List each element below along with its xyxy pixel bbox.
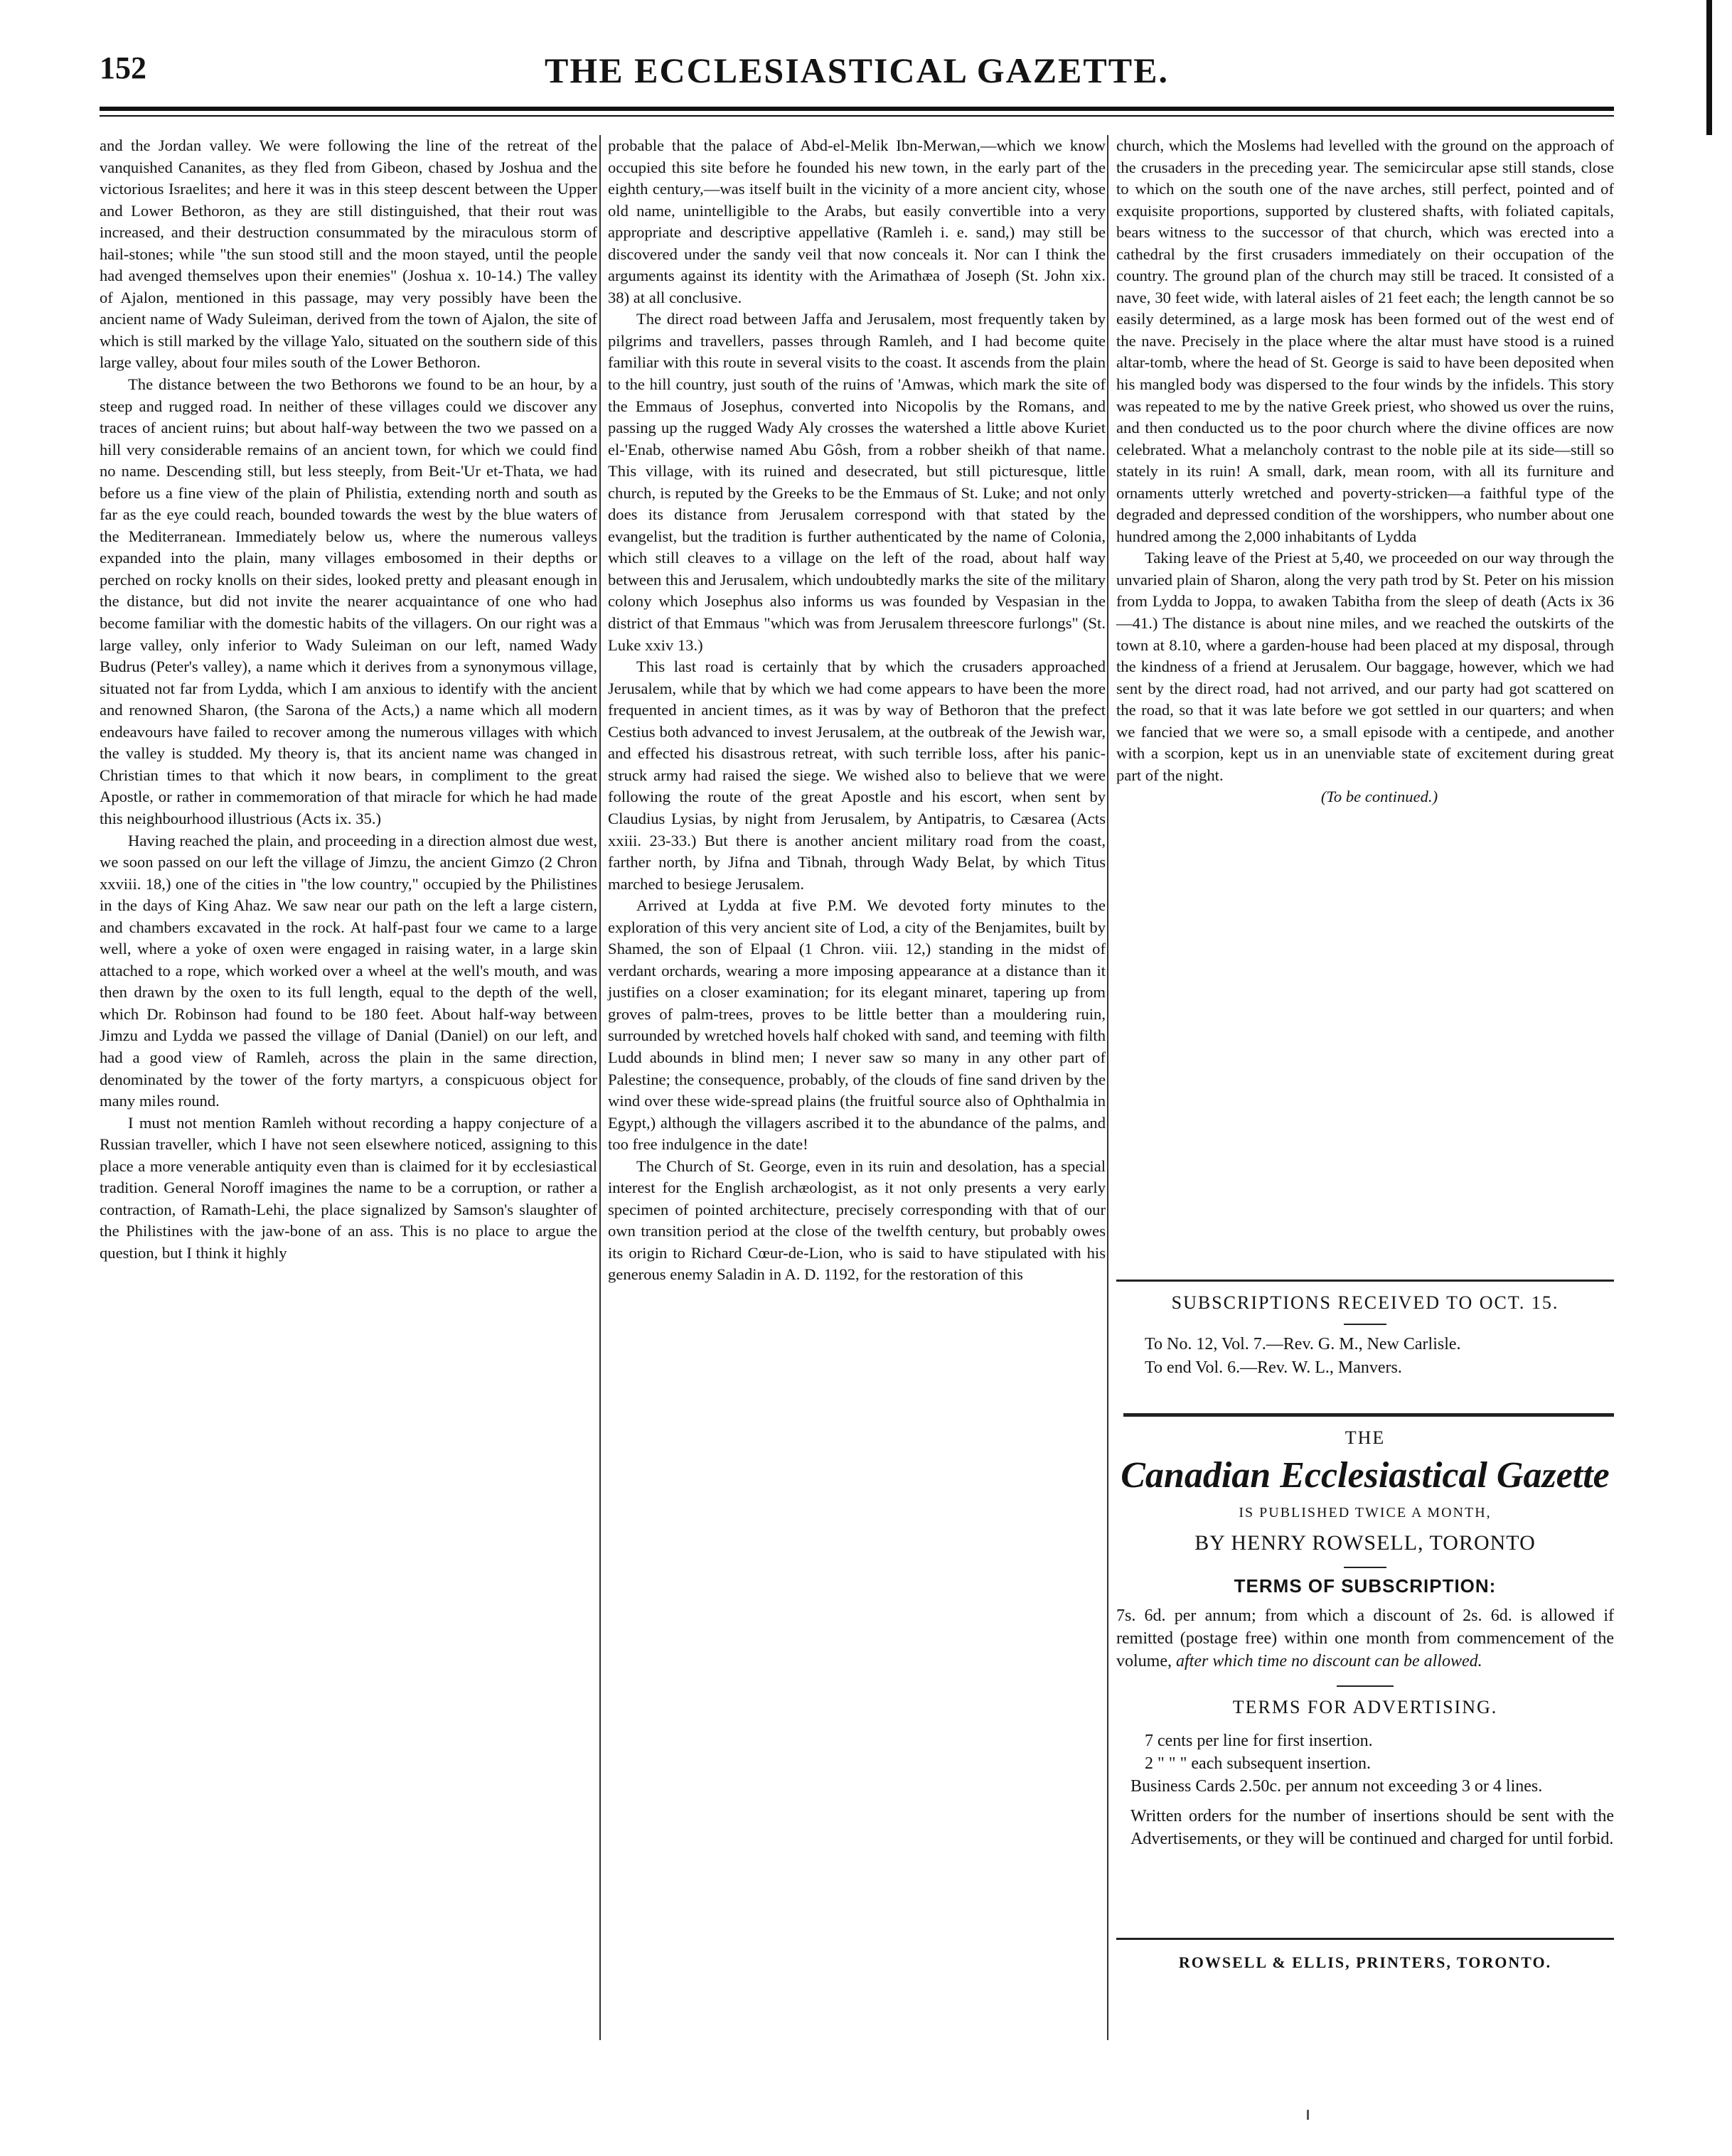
paragraph: and the Jordan valley. We were following the line of the retreat of the vanquished Cananites, as they fled from Gibeon, chased by Joshua and the victorious Israelites; and here it was in this steep descent between the Upper and Lower Bethoron, as they are still distinguished, that their rout was increased, and their destruction consummated by the miraculous storm of hail-stones; while "the sun stood still and the moon stayed, until the people had avenged themselves upon their enemies" (Joshua x. 10-14.) The valley of Ajalon, mentioned in this passage, may very possibly have been the ancient name of Wady Suleiman, derived from the town of Ajalon, the site of which is still marked by the village Yalo, situated on the southern side of this large valley, about four miles south of the Lower Bethoron.: [100, 136, 597, 372]
masthead-title: THE ECCLESIASTICAL GAZETTE.: [545, 50, 1169, 90]
paragraph: The direct road between Jaffa and Jerusalem, most frequently taken by pilgrims and travellers, passes through Ramleh, and I had become quite familiar with this route in several visits to the coast. It ascends from the plain to the hill country, just south of the ruins of 'Amwas, which mark the site of the Emmaus of Josephus, converted into Nicopolis by the Romans, and passing up the rugged Wady Aly crosses the watershed a little above Kuriet el-'Enab, otherwise named Abu Gôsh, from a robber sheikh of that name. This village, with its ruined and desecrated, but still picturesque, little church, is reputed by the Greeks to be the Emmaus of St. Luke; and not only does its distance from Jerusalem correspond with that stated by the evangelist, but the tradition is further authenticated by the name of Colonia, which still cleaves to a village on the left of the road, about half way between this and Jerusalem, which undoubtedly marks the site of the military colony which Josephus also informs us was founded by Vespasian in the district of that Emmaus "which was from Jerusalem threescore furlongs" (St. Luke xxiv 13.): [608, 310, 1106, 654]
header-rule-thick: [100, 107, 1614, 111]
advertising-line: Business Cards 2.50c. per annum not exceeding 3 or 4 lines.: [1130, 1777, 1543, 1796]
page-number: 152: [100, 50, 146, 85]
paragraph: I must not mention Ramleh without recording a happy conjecture of a Russian traveller, which I have not seen elsewhere noticed, assigning to this place a more venerable antiquity even than is claimed for it by ecclesiastical tradition. General Noroff imagines the name to be a corruption, or rather a contraction, of Ramath-Lehi, the place signalized by Samson's slaughter of the Philistines with the jaw-bone of an ass. This is no place to argue the question, but I think it highly: [100, 1113, 597, 1262]
paragraph: Taking leave of the Priest at 5,40, we proceeded on our way through the unvaried plain of Sharon, along the very path trod by St. Peter on his mission from Lydda to Joppa, to awaken Tabitha from the sleep of death (Acts ix 36—41.) The distance is about nine miles, and we reached the outskirts of the town at 8.10, where a garden-house had been placed at my disposal, through the kindness of a friend at Jerusalem. Our baggage, however, which we had sent by the direct road, had not arrived, and our party had got scattered on the road, so that it was late before we got settled in our quarters; and when we fancied that we were so, a small episode with a centipede, and another with a scorpion, kept us in an unenviable state of excitement during great part of the night.: [1116, 549, 1614, 784]
column-1: [100, 135, 597, 1264]
section-rule: [1116, 1280, 1614, 1282]
column-divider-1: [599, 135, 601, 2040]
column-2: [608, 135, 1106, 1286]
paragraph: The distance between the two Bethorons we found to be an hour, by a steep and rugged road. In neither of these villages could we discover any traces of ancient ruins; but about half-way between the two we passed on a hill very considerable remains of an ancient town, for which we could find no name. Descending still, but less steeply, from Beit-'Ur et-Thata, we had before us a fine view of the plain of Philistia, extending north and south as far as the eye could reach, bounded towards the west by the blue waters of the Mediterranean. Immediately below us, where the numerous valleys expanded into the plain, many villages embosomed in their depths or perched on rocky knolls on their sides, looked pretty and pleasant enough in the distance, but did not invite the nearer acquaintance of one who had become familiar with the domestic habits of the villagers. On our right was a large valley, only inferior to Wady Suleiman on our left, named Wady Budrus (Peter's valley), a name which it derives from a synonymous village, situated not far from Lydda, which I am anxious to identify with the ancient and renowned Sharon, (the Sarona of the Acts,) a name which all modern endeavours have failed to recover among the numerous villages with which the valley is studded. My theory is, that its ancient name was changed in Christian times to that which it now bears, in compliment to the great Apostle, or rather in commemoration of that miracle for which he had made this neighbourhood illustrious (Acts ix. 35.): [100, 375, 597, 827]
gazette-published: IS PUBLISHED TWICE A MONTH,: [1239, 1505, 1492, 1521]
gazette-info-box: [1116, 1427, 1614, 1850]
short-rule: [1337, 1685, 1394, 1687]
advertising-heading: TERMS FOR ADVERTISING.: [1232, 1697, 1498, 1717]
gazette-the: THE: [1345, 1427, 1386, 1448]
paragraph: Arrived at Lydda at five P.M. We devoted forty minutes to the exploration of this very ancient site of Lod, a city of the Benjamites, built by Shamed, the son of Elpaal (1 Chron. viii. 12,) standing in the midst of verdant orchards, wearing a more imposing appearance at a distance than it justifies on a closer examination; for its elegant minaret, tapering up from groves of palm-trees, proves to be little better than a mouldering ruin, surrounded by wretched hovels half choked with sand, and teeming with filth Ludd abounds in blind men; I never saw so many in any other part of Palestine; the consequence, probably, of the clouds of fine sand driven by the wind over these wide-spread plains (the fruitful source also of Ophthalmia in Egypt,) although the villagers ascribed it to the abundance of the palms, and too free indulgence in the date!: [608, 896, 1106, 1154]
gazette-title: Canadian Ecclesiastical Gazette: [1121, 1455, 1610, 1496]
header-rule-thin: [100, 115, 1614, 117]
column-3: [1116, 135, 1614, 808]
subscriptions-box: [1116, 1292, 1614, 1378]
column-divider-2: [1107, 135, 1108, 2040]
page-edge-mark: [1706, 0, 1712, 135]
section-rule-heavy: [1123, 1413, 1614, 1417]
paragraph: Having reached the plain, and proceeding in a direction almost due west, we soon passed on our left the village of Jimzu, the ancient Gimzo (2 Chron xxviii. 18,) one of the cities in "the low country," occupied by the Philistines in the days of King Ahaz. We saw near our path on the left a large cistern, and chambers excavated in the rock. At half-past four we came to a large well, where a yoke of oxen were engaged in raising water, in a large skin attached to a rope, which worked over a wheel at the well's mouth, and was then drawn by the oxen to its full length, equal to the depth of the well, which Dr. Robinson had found to be 180 feet. About half-way between Jimzu and Lydda we passed the village of Danial (Daniel) on our left, and had a good view of Ramleh, across the plain in the same direction, denominated by the tower of the forty martyrs, a conspicuous object for many miles round.: [100, 831, 597, 1110]
subscription-terms-text: [1116, 1604, 1614, 1673]
subscription-line: To No. 12, Vol. 7.—Rev. G. M., New Carlisle.: [1145, 1335, 1461, 1353]
page-header: [100, 50, 1614, 92]
paragraph: church, which the Moslems had levelled with the ground on the approach of the crusaders in the preceding year. The semicircular apse still stands, close to which on the south one of the nave arches, still perfect, pointed and of exquisite proportions, supported by clustered shafts, with foliated capitals, bears witness to the successor of that church, which was erected into a cathedral by the first crusaders immediately on their occupation of the country. The ground plan of the church may still be traced. It consisted of a nave, 30 feet wide, with lateral aisles of 21 feet each; the length cannot be so easily determined, as a large mosk has been formed out of the west end of the nave. Precisely in the place where the altar must have stood is a ruined altar-tomb, where the head of St. George is said to have been deposited when his mangled body was dispersed to the four winds by the infidels. This story was repeated to me by the native Greek priest, who showed us over the ruins, and then conducted us to the poor church where the divine offices are now celebrated. What a melancholy contrast to the noble pile at its side—still so stately in its ruin! A small, dark, mean room, with all its furniture and ornaments utterly wretched and poverty-stricken—a faithful type of the degraded and depressed condition of the worshippers, who number about one hundred among the 2,000 inhabitants of Lydda: [1116, 136, 1614, 545]
advertising-line: 7 cents per line for first insertion.: [1145, 1732, 1373, 1750]
advertising-line: Written orders for the number of insertions should be sent with the Advertisements, or they will be continued and charged for until forbid.: [1130, 1807, 1614, 1848]
margin-mark: [1307, 2110, 1309, 2120]
paragraph: probable that the palace of Abd-el-Melik Ibn-Merwan,—which we know occupied this site before he founded his new town, in the early part of the eighth century,—was itself built in the vicinity of a more ancient city, whose old name, unintelligible to the Arabs, but easily convertible into a very appropriate and descriptive appellative (Ramleh i. e. sand,) may still be discovered under the sandy veil that now conceals it. Nor can I think the arguments against its identity with the Arimathæa of Joseph (St. John xix. 38) at all conclusive.: [608, 136, 1106, 306]
paragraph: The Church of St. George, even in its ruin and desolation, has a special interest for the English archæologist, as it not only presents a very early specimen of pointed architecture, precisely corresponding with that of our own transition period at the close of the twelfth century, but probably owes its origin to Richard Cœur-de-Lion, who is said to have stipulated with his generous enemy Saladin in A. D. 1192, for the restoration of this: [608, 1157, 1106, 1284]
short-rule: [1344, 1567, 1386, 1568]
gazette-publisher: BY HENRY ROWSELL, TORONTO: [1194, 1531, 1536, 1555]
section-rule: [1116, 1938, 1614, 1940]
continued-note: (To be continued.): [1320, 788, 1438, 806]
subscription-terms-italic: after which time no discount can be allowed.: [1176, 1652, 1482, 1670]
subscription-line: To end Vol. 6.—Rev. W. L., Manvers.: [1145, 1358, 1402, 1377]
short-rule: [1344, 1324, 1386, 1325]
paragraph: This last road is certainly that by which the crusaders approached Jerusalem, while that by which we had come appears to have been the more frequented in ancient times, as it was by way of Bethoron that the prefect Cestius both advanced to invest Jerusalem, at the outbreak of the Jewish war, and effected his disastrous retreat, with such terrible loss, after his panic-struck army had raised the siege. We wished also to believe that we were following the route of the great Apostle and his escort, when sent by Claudius Lysias, by night from Jerusalem, by Antipatris, to Cæsarea (Acts xxiii. 23-33.) But there is another ancient military road from the coast, farther north, by Jifna and Tibnah, through Wady Belat, by which Titus marched to besiege Jerusalem.: [608, 658, 1106, 893]
subscription-terms-heading: TERMS OF SUBSCRIPTION:: [1234, 1575, 1497, 1597]
advertising-line: 2 " " " each subsequent insertion.: [1145, 1754, 1371, 1773]
printers-imprint: ROWSELL & ELLIS, PRINTERS, TORONTO.: [1178, 1953, 1552, 1971]
subscription-terms-body: 7s. 6d. per annum; from which a discount of 2s. 6d. is allowed if remitted (postage free) within one month from commencement of the volume,: [1116, 1607, 1614, 1670]
subscriptions-heading: SUBSCRIPTIONS RECEIVED TO OCT. 15.: [1171, 1292, 1559, 1313]
